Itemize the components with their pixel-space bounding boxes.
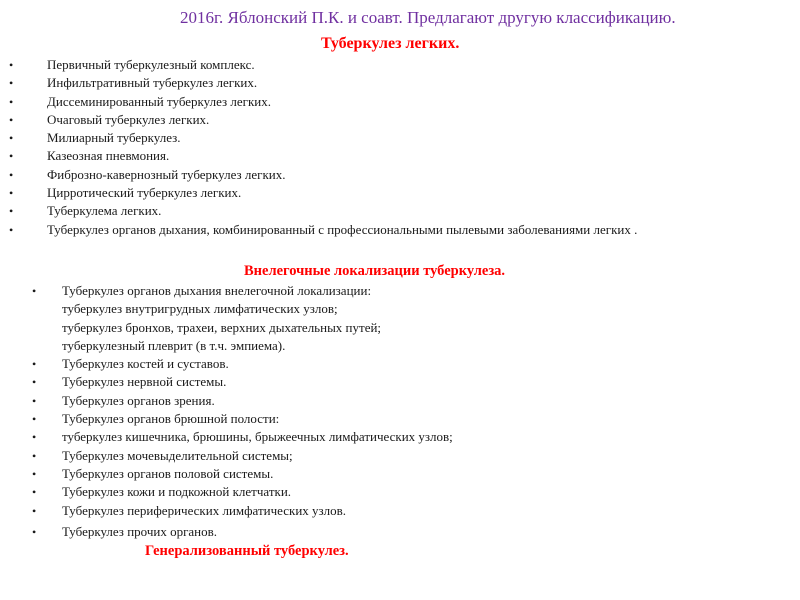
list-item — [9, 111, 637, 129]
bullet-icon: • — [32, 375, 37, 390]
bullet-icon: • — [32, 357, 37, 372]
bullet-icon: • — [9, 94, 14, 109]
section-title-lungs: Туберкулез легких. — [321, 35, 460, 52]
list-item-text: Милиарный туберкулез. — [47, 130, 181, 146]
list-item-text: Туберкулез костей и суставов. — [62, 356, 229, 372]
list-item — [32, 428, 453, 446]
bullet-icon: • — [32, 466, 37, 481]
list-item — [9, 129, 637, 147]
list-item — [9, 93, 637, 111]
list-item — [32, 523, 453, 541]
list-sub-item — [62, 319, 453, 337]
list-item — [9, 74, 637, 92]
bullet-icon: • — [32, 430, 37, 445]
list-item-text: туберкулез внутригрудных лимфатических узлов; — [62, 301, 338, 317]
list-item-text: Фиброзно-кавернозный туберкулез легких. — [47, 166, 286, 182]
list-item — [32, 373, 453, 391]
list-item-text: Туберкулема легких. — [47, 203, 162, 219]
bullet-icon: • — [9, 186, 14, 201]
bullet-icon: • — [32, 503, 37, 518]
list-item — [32, 355, 453, 373]
list-item — [9, 184, 637, 202]
list-item — [32, 392, 453, 410]
section-title-extrapulmonary: Внелегочные локализации туберкулеза. — [244, 263, 506, 279]
list-item — [32, 410, 453, 428]
bullet-icon: • — [9, 131, 14, 146]
list-item — [9, 147, 637, 165]
slide-header: 2016г. Яблонский П.К. и соавт. Предлагают другую классификацию. — [180, 8, 676, 27]
list-item-text: Туберкулез органов брюшной полости: — [62, 411, 280, 427]
list-item-text: Очаговый туберкулез легких. — [47, 111, 210, 127]
bullet-icon: • — [32, 412, 37, 427]
extrapulmonary-list — [32, 282, 453, 541]
list-item-text: Туберкулез органов половой системы. — [62, 465, 274, 481]
list-item-text: Туберкулез нервной системы. — [62, 374, 227, 390]
list-item-text: Туберкулез периферических лимфатических узлов. — [62, 502, 347, 518]
list-item — [32, 447, 453, 465]
list-item-text: туберкулезный плеврит (в т.ч. эмпиема). — [62, 337, 286, 353]
bullet-icon: • — [32, 284, 37, 298]
bullet-icon: • — [32, 524, 37, 539]
bullet-icon: • — [9, 167, 14, 182]
list-item-text: Туберкулез органов зрения. — [62, 392, 215, 408]
list-item-text: Диссеминированный туберкулез легких. — [47, 93, 272, 109]
list-item-text: Туберкулез органов дыхания внелегочной локализации: — [62, 283, 372, 298]
list-item-text: Туберкулез прочих органов. — [62, 523, 218, 539]
list-item — [9, 221, 638, 239]
list-item-text: Цирротический туберкулез легких. — [47, 185, 242, 201]
list-item-text: Туберкулез органов дыхания, комбинированный с профессиональными пылевыми заболеваниями легких . — [47, 221, 638, 237]
list-item — [32, 483, 453, 501]
list-item-text: Туберкулез кожи и подкожной клетчатки. — [62, 484, 292, 500]
list-item-text: Первичный туберкулезный комплекс. — [47, 57, 255, 72]
list-item-text: туберкулез бронхов, трахеи, верхних дыхательных путей; — [62, 319, 382, 335]
list-item-text: Инфильтративный туберкулез легких. — [47, 75, 258, 91]
bullet-icon: • — [32, 393, 37, 408]
list-item-text: Казеозная пневмония. — [47, 148, 170, 164]
list-item-text: Туберкулез мочевыделительной системы; — [62, 447, 293, 463]
list-item — [32, 465, 453, 483]
lungs-list — [9, 56, 638, 239]
list-sub-item — [62, 337, 453, 355]
list-sub-item — [62, 300, 453, 318]
section-title-generalized: Генерализованный туберкулез. — [145, 543, 349, 559]
bullet-icon: • — [9, 76, 14, 91]
list-item-text: туберкулез кишечника, брюшины, брыжеечных лимфатических узлов; — [62, 429, 453, 445]
list-item — [32, 502, 453, 520]
bullet-icon: • — [9, 58, 14, 72]
bullet-icon: • — [32, 485, 37, 500]
list-item — [9, 166, 637, 184]
bullet-icon: • — [32, 448, 37, 463]
bullet-icon: • — [9, 204, 14, 219]
list-item — [9, 202, 637, 220]
list-item — [32, 282, 453, 300]
bullet-icon: • — [9, 149, 14, 164]
list-item — [9, 56, 637, 74]
bullet-icon: • — [9, 222, 14, 237]
bullet-icon: • — [9, 112, 14, 127]
